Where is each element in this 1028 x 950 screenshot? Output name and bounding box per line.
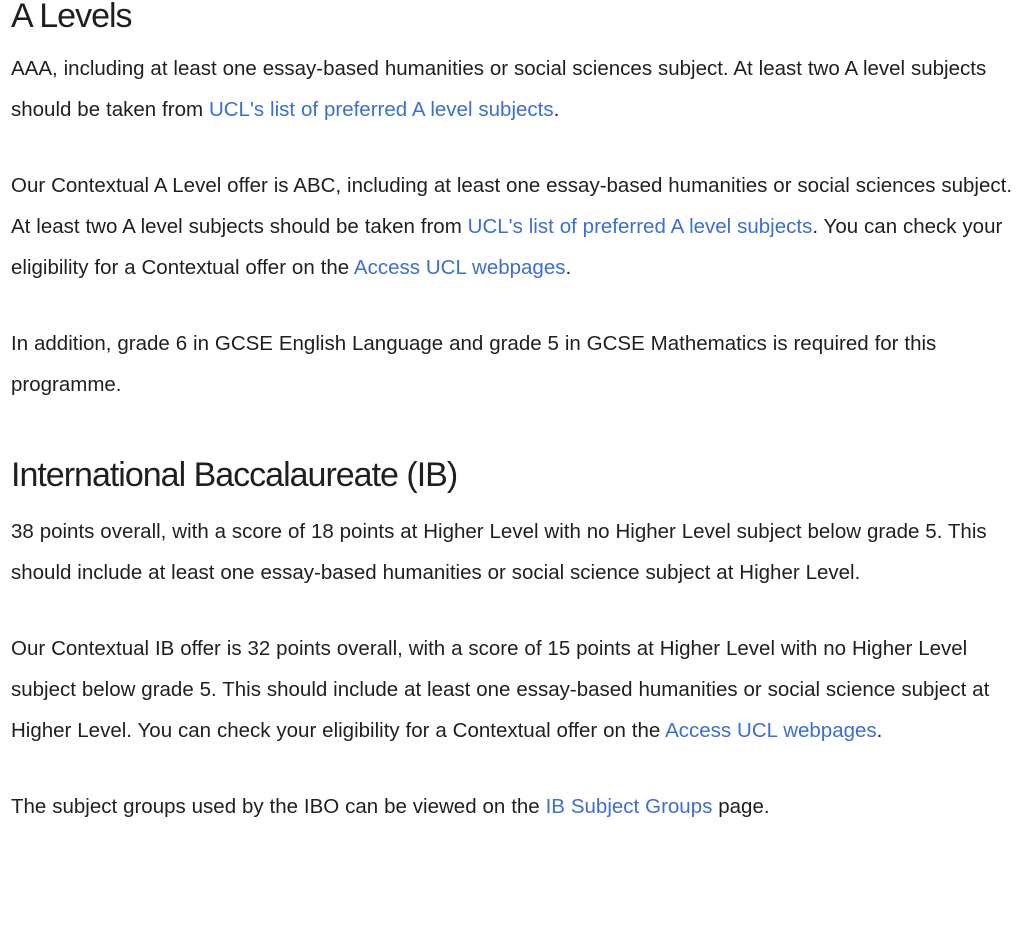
ib-section [11,453,1023,827]
gcse-requirement-paragraph: In addition, grade 6 in GCSE English Language and grade 5 in GCSE Mathematics is required for this programme. [11,332,937,396]
ib-contextual-text: Our Contextual IB offer is 32 points overall, with a score of 15 points at Higher Level with no Higher Level subject below grade 5. This should include at least one essay-based humanities or social science subject at Higher Level. You can check your eligibility for a Contextual offer on the [11,637,990,742]
a-levels-contextual-end: . [565,256,572,279]
preferred-a-level-subjects-link-2[interactable]: UCL's list of preferred A level subjects [467,215,813,238]
a-levels-requirement-text: AAA, including at least one essay-based humanities or social sciences subject. At least two A level subjects should be taken from [11,57,987,121]
ib-subject-groups-text: The subject groups used by the IBO can be viewed on the [11,795,546,818]
ib-contextual-end: . [876,719,883,742]
a-levels-contextual-offer-paragraph [11,165,1023,288]
a-levels-contextual-middle: . You can check your eligibility for a Contextual offer on the [11,215,1003,279]
access-ucl-webpages-link-2[interactable]: Access UCL webpages [665,719,877,742]
a-levels-requirement-paragraph [11,48,1023,130]
a-levels-requirement-end: . [553,98,560,121]
ib-requirement-paragraph: 38 points overall, with a score of 18 points at Higher Level with no Higher Level subject below grade 5. This should include at least one essay-based humanities or social science subject at Higher Level. [11,520,987,584]
entry-requirements-content [11,0,1023,827]
access-ucl-webpages-link[interactable]: Access UCL webpages [353,256,566,279]
a-levels-contextual-text: Our Contextual A Level offer is ABC, including at least one essay-based humanities or social sciences subject. At least two A level subjects should be taken from [11,174,1013,238]
ib-heading: International Baccalaureate (IB) [11,456,458,494]
ib-subject-groups-paragraph [11,786,1023,827]
ib-subject-groups-link[interactable]: IB Subject Groups [545,795,713,818]
a-levels-section [11,0,1023,405]
a-levels-heading: A Levels [11,0,132,35]
ib-contextual-offer-paragraph [11,628,1023,751]
ib-subject-groups-end: page. [712,795,770,818]
preferred-a-level-subjects-link[interactable]: UCL's list of preferred A level subjects [208,98,554,121]
